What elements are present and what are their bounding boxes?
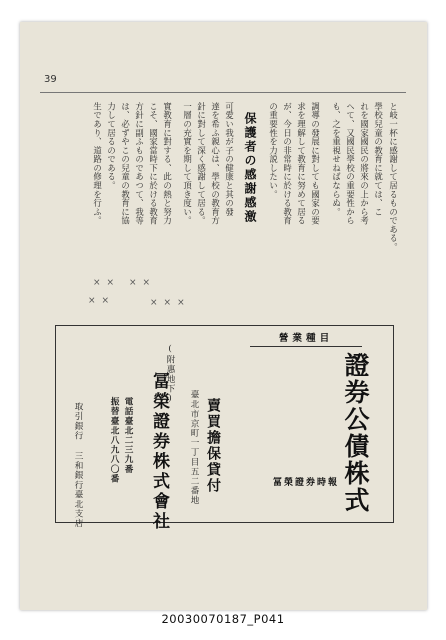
text-column: も、之を重視せねばならぬ。 [331, 102, 342, 217]
ad-transfer-account: 振替臺北八九八〇番 [109, 397, 119, 484]
ad-brand-line: 冨榮證券時報 [272, 478, 339, 488]
text-column: の重要性を力説したい。 [268, 102, 279, 199]
text-column: 力して居るのである。 [106, 102, 117, 190]
ad-company-name: 冨榮證券株式會社 [149, 372, 169, 532]
ad-address-note: (附惠地下) [165, 344, 175, 405]
text-column: れを國家國民の將來の上から考 [359, 102, 370, 226]
ad-address: 臺北市京町一丁目五二番地 [189, 390, 199, 506]
ad-title: 證券公債株式 [341, 352, 370, 514]
ad-phone: 電話臺北二三九番 [123, 397, 133, 474]
text-column: 針に對して深く感謝して居る。 [196, 102, 207, 226]
text-column: 可愛い我が子の健康と其の發 [224, 102, 235, 217]
text-column: が、今日の非常時に於ける教育 [282, 102, 293, 226]
text-column: こそ、國家當時下に於ける教育 [148, 102, 159, 226]
section-heading: 保護者の感謝感激 [243, 112, 257, 224]
header-rule [40, 92, 406, 93]
ad-title-line-1 [340, 352, 370, 514]
archive-id-caption: 20030070187_P041 [161, 612, 285, 626]
page-number: 39 [44, 74, 57, 85]
ornament-marks: ×× ×× [93, 278, 157, 288]
ad-service: 賣買擔保貸付 [205, 398, 221, 494]
text-column: は、必ずやこの兒童の教育に協 [120, 102, 131, 226]
text-column: 求を理解して教育に努めて居る [296, 102, 307, 226]
ad-bank: 取引銀行 三和銀行臺北支店 [73, 402, 83, 529]
text-column: へて、又國民學校の重要性から [345, 102, 356, 226]
text-column: 調導の發展に對しても國家の要 [310, 102, 321, 226]
ornament-marks: ××× [150, 298, 191, 308]
text-column: 方針に副ふものであつて、我等 [134, 102, 145, 226]
text-column: 一層の充實を期して頂き度い。 [182, 102, 193, 226]
text-column: と岐一杯に感謝して居るものである。 [388, 102, 399, 252]
ad-top-label: 營業種目 [278, 333, 334, 344]
ornament-marks: ×× [88, 296, 116, 306]
text-column: 達を希ふ親心は、學校の教育方 [210, 102, 221, 226]
text-column: 學校兒童の教育に就ては、こ [373, 102, 384, 217]
text-column: 生であり、道路の修理を行ふ。 [92, 102, 103, 226]
text-column: 實教育に對する、此の熱と努力 [162, 102, 173, 226]
